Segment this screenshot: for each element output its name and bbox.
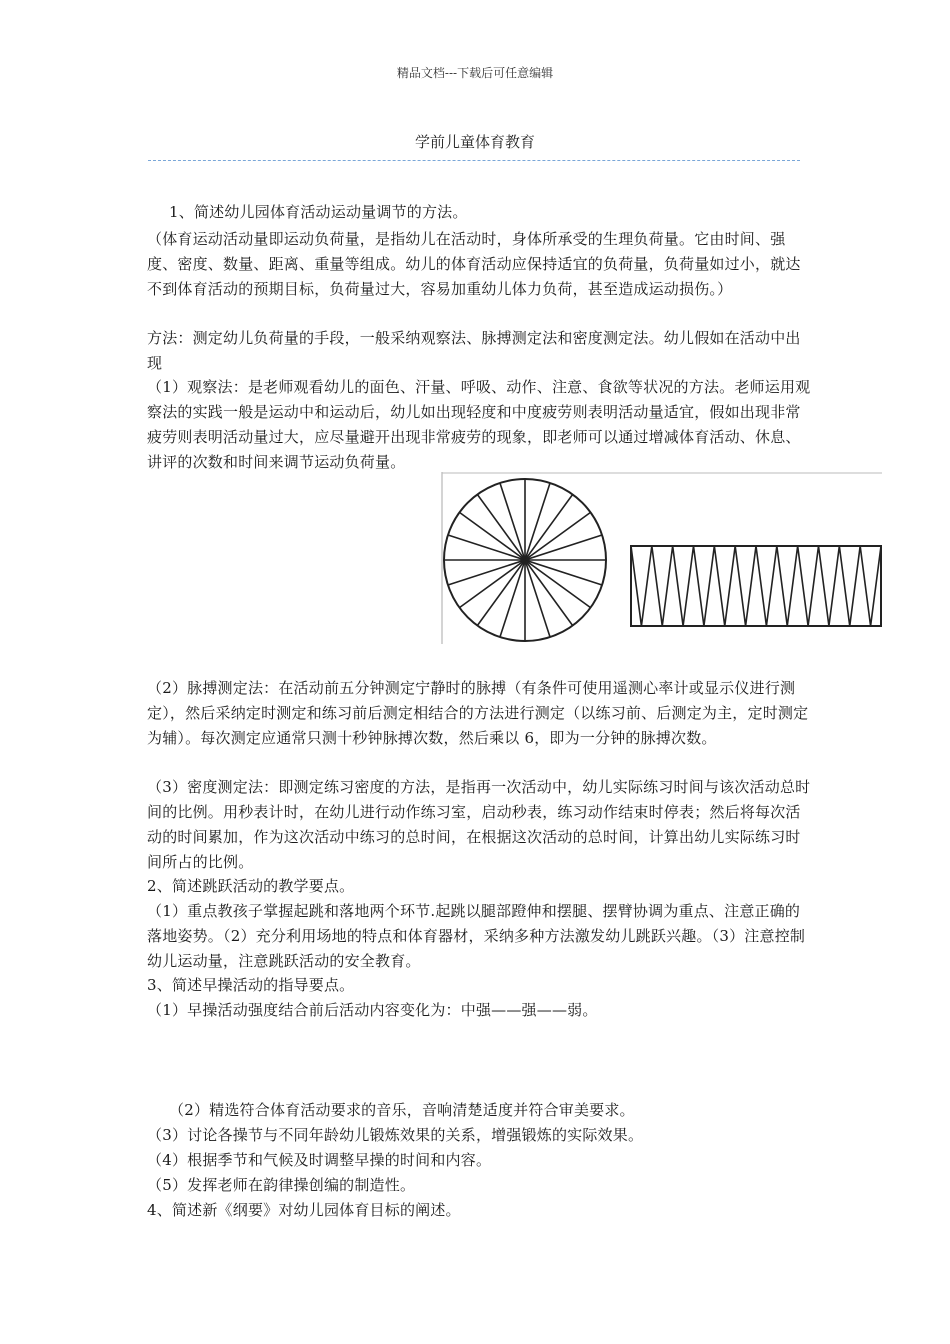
diagram-svg: [441, 472, 882, 644]
morning-exercise-point-3: （3）讨论各操节与不同年龄幼儿锻炼效果的关系，增强锻炼的实际效果。: [147, 1126, 644, 1144]
morning-exercise-point-5: （5）发挥老师在韵律操创编的制造性。: [147, 1176, 416, 1194]
wheel-diagram: [444, 479, 606, 641]
question-3-heading: 3、简述早操活动的指导要点。: [147, 976, 355, 994]
morning-exercise-point-4: （4）根据季节和气候及时调整早操的时间和内容。: [147, 1151, 492, 1169]
question-2-heading: 2、简述跳跃活动的教学要点。: [147, 877, 355, 895]
method-observation: （1）观察法：是老师观看幼儿的面色、汗量、呼吸、动作、注意、食欲等状况的方法。老师运用观察法的实践一般是运动中和运动后，幼儿如出现轻度和中度疲劳则表明活动量适宜，假如出现非常疲劳则表明活动量过大，应尽量避开出现非常疲劳的现象，即老师可以通过增减体育活动、休息、讲评的次数和时间来调节运动负荷量。: [147, 378, 811, 471]
zigzag-diagram: [631, 546, 881, 626]
document-title: 学前儿童体育教育: [414, 133, 535, 151]
question-1-heading: 1、简述幼儿园体育活动运动量调节的方法。: [169, 203, 468, 221]
diagram-figure: [441, 472, 882, 644]
question-1-definition: （体育运动活动量即运动负荷量，是指幼儿在活动时，身体所承受的生理负荷量。它由时间、强度、密度、数量、距离、重量等组成。幼儿的体育活动应保持适宜的负荷量，负荷量如过小，就达不到体育活动的预期目标，负荷量过大，容易加重幼儿体力负荷，甚至造成运动损伤。）: [147, 230, 801, 298]
method-density: （3）密度测定法：即测定练习密度的方法，是指再一次活动中，幼儿实际练习时间与该次活动总时间的比例。用秒表计时，在幼儿进行动作练习室，启动秒表，练习动作结束时停表；然后将每次活动的时间累加，作为这次活动中练习的总时间，在根据这次活动的总时间，计算出幼儿实际练习时间所占的比例。: [147, 778, 811, 871]
zigzag-line: [631, 546, 881, 626]
morning-exercise-point-1: （1）早操活动强度结合前后活动内容变化为：中强——强——弱。: [147, 1001, 598, 1019]
header-note: 精品文档---下载后可任意编辑: [396, 66, 554, 80]
morning-exercise-point-2: （2）精选符合体育活动要求的音乐，音响清楚适度并符合审美要求。: [169, 1101, 635, 1119]
question-2-answer: （1）重点教孩子掌握起跳和落地两个环节.起跳以腿部蹬伸和摆腿、摆臂协调为重点、注意正确的落地姿势。（2）充分利用场地的特点和体育器材，采纳多种方法激发幼儿跳跃兴趣。（3）注意控制幼儿运动量，注意跳跃活动的安全教育。: [147, 902, 806, 970]
method-pulse: （2）脉搏测定法：在活动前五分钟测定宁静时的脉搏（有条件可使用遥测心率计或显示仪进行测定），然后采纳定时测定和练习前后测定相结合的方法进行测定（以练习前、后测定为主，定时测定为辅）。每次测定应通常只测十秒钟脉搏次数，然后乘以 6，即为一分钟的脉搏次数。: [147, 679, 809, 747]
question-4-heading: 4、简述新《纲要》对幼儿园体育目标的阐述。: [147, 1201, 461, 1219]
zigzag-frame: [631, 546, 881, 626]
question-1-method-intro: 方法：测定幼儿负荷量的手段，一般采纳观察法、脉搏测定法和密度测定法。幼儿假如在活动中出现: [147, 329, 801, 372]
title-divider: [148, 160, 800, 161]
